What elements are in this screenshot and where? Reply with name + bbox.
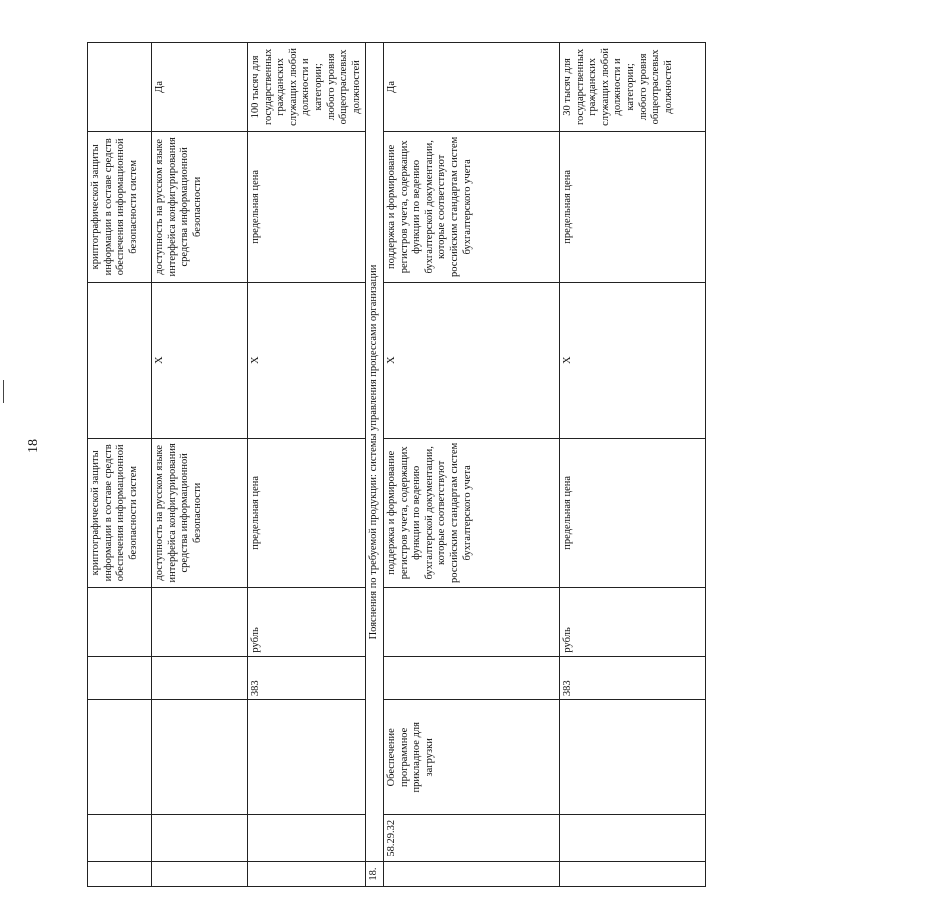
unit-cell: рубль [559, 588, 705, 657]
okei-code-cell [88, 656, 152, 700]
value-cell [88, 43, 152, 132]
characteristic-cell: предельная цена [248, 438, 366, 587]
row-number-cell [248, 862, 366, 887]
value-cell: X [559, 282, 705, 438]
product-name-cell [248, 700, 366, 815]
okpd-code-cell [152, 815, 248, 862]
explanation-title: Пояснения по требуемой продукции: системы управления процессами организации [366, 43, 384, 862]
okpd-code-cell [88, 815, 152, 862]
okpd-code-cell [559, 815, 705, 862]
characteristic-cell: поддержка и формирование регистров учета, содержащих функции по ведению бухгалтерской документации, которые соответствуют российским стандартам систем бухгалтерского учета [383, 131, 559, 282]
product-name-cell [88, 700, 152, 815]
row-number-cell [559, 862, 705, 887]
table-row [88, 43, 152, 887]
characteristic-cell: доступность на русском языке интерфейса конфигурирования средства информационной безопасности [152, 438, 248, 587]
unit-cell: рубль [248, 588, 366, 657]
explanation-row [366, 43, 384, 887]
characteristic-cell: поддержка и формирование регистров учета, содержащих функции по ведению бухгалтерской документации, которые соответствуют российским стандартам систем бухгалтерского учета [383, 438, 559, 587]
table-row [383, 43, 559, 887]
value-cell [88, 282, 152, 438]
okei-code-cell [152, 656, 248, 700]
characteristic-cell: предельная цена [559, 131, 705, 282]
okei-code-cell: 383 [559, 656, 705, 700]
row-number-cell [88, 862, 152, 887]
requirements-table [87, 42, 706, 887]
value-cell: X [383, 282, 559, 438]
unit-cell [152, 588, 248, 657]
characteristic-cell: криптографической защиты информации в составе средств обеспечения информационной безопасности систем [88, 438, 152, 587]
value-cell: Да [152, 43, 248, 132]
okei-code-cell [383, 656, 559, 700]
characteristic-cell: доступность на русском языке интерфейса конфигурирования средства информационной безопасности [152, 131, 248, 282]
okpd-code-cell: 58.29.32 [383, 815, 559, 862]
value-cell: 30 тысяч для государственных гражданских служащих любой должности и категории; любого уровня общеотраслевых должностей [559, 43, 705, 132]
row-number-cell: 18. [366, 862, 384, 887]
value-cell: X [152, 282, 248, 438]
okpd-code-cell [248, 815, 366, 862]
scan-mark [3, 380, 4, 403]
product-name-cell: Обеспечение программное прикладное для загрузки [383, 700, 559, 815]
table-row [152, 43, 248, 887]
table-row [559, 43, 705, 887]
characteristic-cell: криптографической защиты информации в составе средств обеспечения информационной безопасности систем [88, 131, 152, 282]
row-number-cell [383, 862, 559, 887]
table-row [248, 43, 366, 887]
product-name-cell [559, 700, 705, 815]
value-cell: X [248, 282, 366, 438]
unit-cell [88, 588, 152, 657]
value-cell: 100 тысяч для государственных гражданских служащих любой должности и категории; любого уровня общеотраслевых должностей [248, 43, 366, 132]
unit-cell [383, 588, 559, 657]
characteristic-cell: предельная цена [248, 131, 366, 282]
characteristic-cell: предельная цена [559, 438, 705, 587]
okei-code-cell: 383 [248, 656, 366, 700]
row-number-cell [152, 862, 248, 887]
page-number: 18 [26, 439, 41, 453]
table-container [87, 42, 932, 881]
value-cell: Да [383, 43, 559, 132]
product-name-cell [152, 700, 248, 815]
